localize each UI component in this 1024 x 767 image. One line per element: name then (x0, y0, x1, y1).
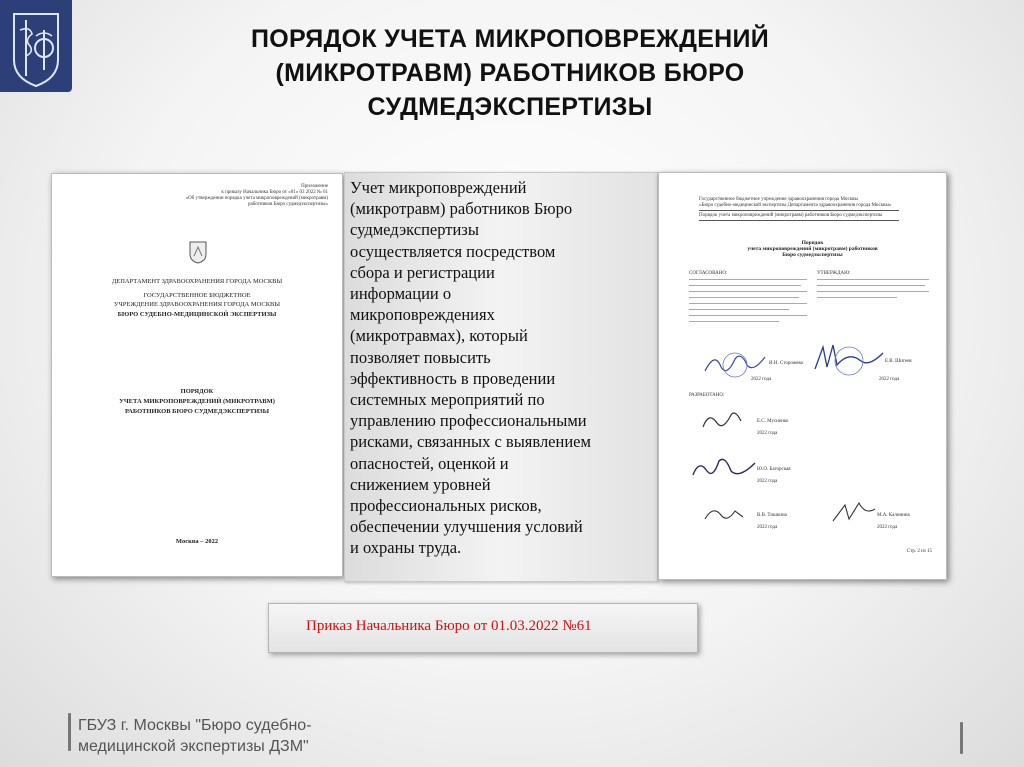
footer-organization (78, 715, 312, 757)
description-line: профессиональных рисков, (350, 496, 542, 516)
description-line: рисками, связанных с выявлением (350, 432, 591, 452)
emblem-logo (0, 0, 72, 92)
description-line: обеспечении улучшения условий (350, 517, 583, 537)
text-line (689, 291, 807, 292)
text-line (689, 297, 799, 298)
developed-label: РАЗРАБОТАНО: (689, 393, 725, 398)
year-mark: 2022 года (751, 377, 772, 382)
text-line (689, 321, 779, 322)
signatory-name: И.Н. Сторожева (769, 361, 803, 366)
appendix-note (186, 184, 328, 208)
signatory-name: М.А. Калинина (877, 513, 910, 518)
page-number: Стр. 2 из 15 (906, 549, 932, 554)
doc-title-line: ПОРЯДОК (180, 388, 214, 395)
footer-line: медицинской экспертизы ДЗМ" (78, 738, 309, 755)
description-line: позволяет повысить (350, 347, 491, 367)
description-line: осуществляется посредством (350, 241, 556, 261)
description-line: опасностей, оценкой и (350, 453, 509, 473)
description-line: управлению профессиональными (350, 411, 587, 431)
signature-mark (829, 499, 879, 527)
sign-page-title-line: учета микроповреждений (микротравм) работников (747, 246, 878, 252)
text-line (689, 309, 789, 310)
description-line: Учет микроповреждений (350, 178, 527, 197)
appendix-line: работников Бюро судмедэкспертизы» (248, 202, 328, 207)
title-line: СУДМЕДЭКСПЕРТИЗЫ (367, 93, 653, 121)
description-line: эффективность в проведении (350, 368, 556, 388)
document-cover-image (51, 173, 343, 577)
doc-title-line: РАБОТНИКОВ БЮРО СУДМЕДЭКСПЕРТИЗЫ (125, 408, 269, 415)
signature-mark (689, 453, 759, 483)
footer-accent-bar (960, 722, 963, 754)
signature-mark (701, 501, 747, 527)
text-line (689, 285, 801, 286)
order-reference-text: Приказ Начальника Бюро от 01.03.2022 №61 (306, 618, 592, 634)
description-line: судмедэкспертизы (350, 220, 479, 240)
institution-line: ГОСУДАРСТВЕННОЕ БЮДЖЕТНОЕ (143, 292, 251, 299)
footer-accent-bar (68, 713, 71, 751)
text-line (817, 291, 929, 292)
description-line: и охраны труда. (350, 538, 462, 558)
description-line: сбора и регистрации (350, 262, 495, 282)
description-line: снижением уровней (350, 474, 491, 494)
text-line (689, 303, 807, 304)
year-mark: 2022 года (757, 525, 778, 530)
agreed-text-block (689, 279, 807, 327)
sign-page-title-line: Бюро судмедэкспертизы (782, 252, 843, 258)
signatory-name: В.В. Тишкина (757, 513, 787, 518)
description-line: (микротравмах), который (350, 326, 528, 346)
signatory-name: Ю.О. Багорская (757, 467, 791, 472)
city-year: Москва – 2022 (175, 538, 219, 545)
text-line (817, 279, 929, 280)
caduceus-icon (0, 0, 72, 92)
agreed-label: СОГЛАСОВАНО: (689, 271, 728, 276)
signatory-name: Е.В. Шигеев (885, 359, 912, 364)
divider (699, 220, 899, 221)
year-mark: 2022 года (757, 479, 778, 484)
department-name: ДЕПАРТАМЕНТ ЗДРАВООХРАНЕНИЯ ГОРОДА МОСКВЫ (111, 278, 283, 285)
header-line: Государственное бюджетное учреждение здравоохранения города Москвы (699, 197, 858, 202)
moscow-coat-of-arms-icon (188, 240, 208, 264)
year-mark: 2022 года (757, 431, 778, 436)
text-line (689, 315, 807, 316)
sign-page-title-line: Порядок (801, 240, 824, 246)
description-line: информации о (350, 284, 452, 304)
bureau-name: БЮРО СУДЕБНО-МЕДИЦИНСКОЙ ЭКСПЕРТИЗЫ (117, 311, 277, 318)
page-title (150, 22, 870, 124)
institution-line: УЧРЕЖДЕНИЕ ЗДРАВООХРАНЕНИЯ ГОРОДА МОСКВЫ (113, 301, 281, 308)
text-line (817, 297, 897, 298)
text-line (817, 285, 925, 286)
title-line: (МИКРОТРАВМ) РАБОТНИКОВ БЮРО (275, 59, 745, 87)
description-line: микроповреждениях (350, 305, 495, 325)
subheader: Порядок учета микроповреждений (микротравм) работников Бюро судмедэкспертизы (699, 213, 883, 218)
appendix-line: «Об утверждении порядка учета микроповреждений (микротравм) (185, 196, 328, 201)
signature-mark (701, 349, 771, 379)
year-mark: 2022 года (877, 525, 898, 530)
year-mark: 2022 года (879, 377, 900, 382)
approved-label: УТВЕРЖДАЮ: (817, 271, 851, 276)
footer-line: ГБУЗ г. Москвы "Бюро судебно- (78, 717, 312, 734)
signatory-name: Е.С. Мусиенко (757, 419, 789, 424)
appendix-line: к приказу Начальника Бюро от «01» 03 2022 № 61 (221, 190, 328, 195)
signature-mark (699, 407, 745, 433)
description-line: (микротравм) работников Бюро (350, 199, 573, 219)
title-line: ПОРЯДОК УЧЕТА МИКРОПОВРЕЖДЕНИЙ (250, 25, 770, 53)
doc-title-line: УЧЕТА МИКРОПОВРЕЖДЕНИЙ (МИКРОТРАВМ) (119, 398, 275, 405)
appendix-line: Приложение (301, 184, 328, 189)
header-line: «Бюро судебно-медицинской экспертизы Департамента здравоохранения города Москвы» (699, 203, 892, 208)
divider (699, 210, 899, 211)
description-text (350, 177, 652, 559)
signature-mark (809, 341, 889, 377)
approved-text-block (817, 279, 929, 303)
description-line: системных мероприятий по (350, 390, 545, 410)
text-line (689, 279, 807, 280)
document-signature-page-image (658, 172, 947, 580)
